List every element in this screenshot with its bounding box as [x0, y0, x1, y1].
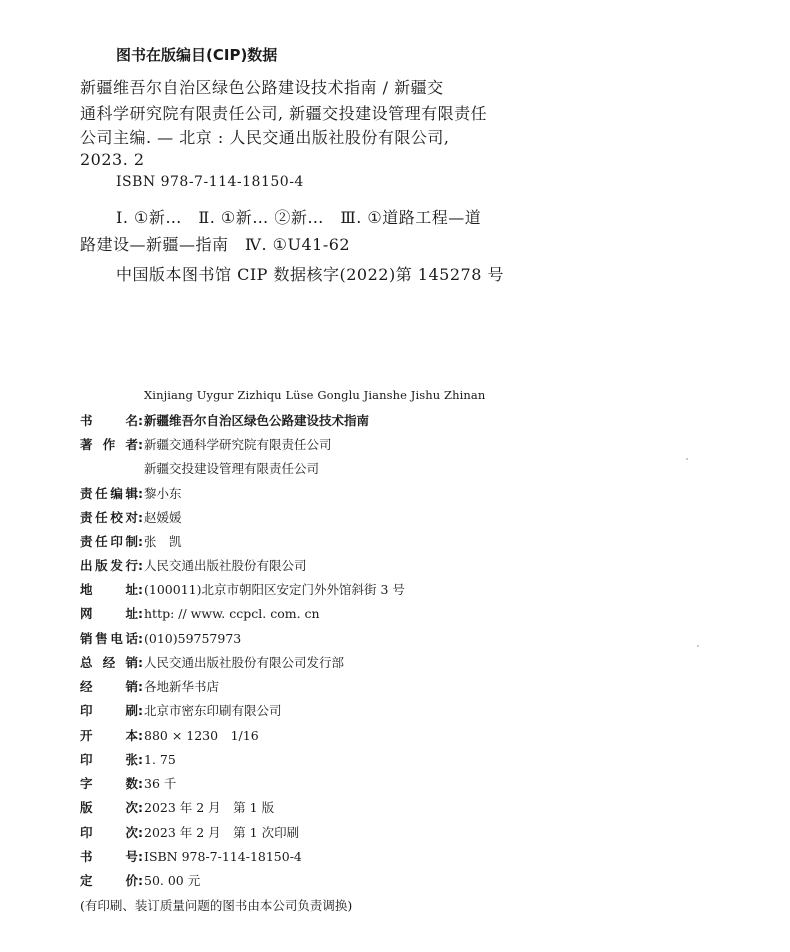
value-author-1: 新疆交通科学研究院有限责任公司 [144, 437, 332, 452]
label-proofreader: 责任校对 [80, 510, 138, 525]
label-isbn: 书 号 [80, 849, 138, 864]
row-authors: 著 作 者 : 新疆交通科学研究院有限责任公司 [80, 437, 332, 452]
value-word-count: 36 千 [144, 776, 177, 791]
value-price: 50. 00 元 [144, 873, 201, 888]
row-format: 开 本 : 880 × 1230 1/16 [80, 728, 259, 743]
value-impression: 2023 年 2 月 第 1 次印刷 [144, 825, 300, 840]
scan-speck [697, 645, 699, 647]
label-word-count: 字 数 [80, 776, 138, 791]
value-sheets: 1. 75 [144, 752, 176, 767]
cip-classification-1: Ⅰ. ①新… Ⅱ. ①新… ②新… Ⅲ. ①道路工程—道 [116, 208, 482, 227]
value-printing-supervisor: 张 凯 [144, 534, 182, 549]
cip-title: 图书在版编目(CIP)数据 [116, 46, 278, 64]
label-publisher: 出版发行 [80, 558, 138, 573]
label-book-name: 书 名 [80, 413, 138, 428]
row-sheets: 印 张 : 1. 75 [80, 752, 176, 767]
label-authors: 著 作 者 [80, 437, 138, 452]
value-address: (100011)北京市朝阳区安定门外外馆斜街 3 号 [144, 582, 405, 597]
label-address: 地 址 [80, 582, 138, 597]
value-isbn: ISBN 978-7-114-18150-4 [144, 849, 302, 864]
label-impression: 印 次 [80, 825, 138, 840]
row-price: 定 价 : 50. 00 元 [80, 873, 201, 888]
value-edition: 2023 年 2 月 第 1 版 [144, 800, 275, 815]
row-website: 网 址 : http: // www. ccpcl. com. cn [80, 606, 320, 621]
value-publisher: 人民交通出版社股份有限公司 [144, 558, 307, 573]
quality-notice: (有印刷、装订质量问题的图书由本公司负责调换) [80, 898, 353, 913]
row-proofreader: 责任校对 : 赵媛媛 [80, 510, 182, 525]
row-book-name: 书 名 : 新疆维吾尔自治区绿色公路建设技术指南 [80, 413, 370, 428]
value-book-name: 新疆维吾尔自治区绿色公路建设技术指南 [144, 413, 370, 428]
label-website: 网 址 [80, 606, 138, 621]
label-format: 开 本 [80, 728, 138, 743]
cip-isbn: ISBN 978-7-114-18150-4 [116, 174, 304, 190]
row-isbn: 书 号 : ISBN 978-7-114-18150-4 [80, 849, 302, 864]
value-author-2: 新疆交投建设管理有限责任公司 [144, 461, 320, 476]
cip-line-3: 公司主编. — 北京 : 人民交通出版社股份有限公司, [80, 128, 450, 147]
cip-line-1: 新疆维吾尔自治区绿色公路建设技术指南 / 新疆交 [80, 78, 444, 97]
row-general-distributor: 总 经 销 : 人民交通出版社股份有限公司发行部 [80, 655, 345, 670]
label-general-distributor: 总 经 销 [80, 655, 138, 670]
row-sales-phone: 销售电话 : (010)59757973 [80, 631, 242, 646]
value-editor: 黎小东 [144, 486, 182, 501]
label-editor: 责任编辑 [80, 486, 138, 501]
label-printing-supervisor: 责任印制 [80, 534, 138, 549]
label-printer: 印 刷 [80, 703, 138, 718]
value-proofreader: 赵媛媛 [144, 510, 182, 525]
row-address: 地 址 : (100011)北京市朝阳区安定门外外馆斜街 3 号 [80, 582, 405, 597]
row-printing-supervisor: 责任印制 : 张 凯 [80, 534, 182, 549]
label-sales-phone: 销售电话 [80, 631, 138, 646]
cip-classification-2: 路建设—新疆—指南 Ⅳ. ①U41-62 [80, 235, 351, 254]
cip-line-4: 2023. 2 [80, 150, 145, 169]
value-sales-phone: (010)59757973 [144, 631, 242, 646]
label-price: 定 价 [80, 873, 138, 888]
label-edition: 版 次 [80, 800, 138, 815]
row-printer: 印 刷 : 北京市密东印刷有限公司 [80, 703, 282, 718]
label-sheets: 印 张 [80, 752, 138, 767]
row-publisher: 出版发行 : 人民交通出版社股份有限公司 [80, 558, 307, 573]
value-format: 880 × 1230 1/16 [144, 728, 259, 743]
cip-record-number: 中国版本图书馆 CIP 数据核字(2022)第 145278 号 [116, 265, 504, 284]
row-word-count: 字 数 : 36 千 [80, 776, 177, 791]
value-distributor: 各地新华书店 [144, 679, 220, 694]
pinyin-title: Xinjiang Uygur Zizhiqu Lüse Gonglu Jianshe Jishu Zhinan [144, 388, 486, 402]
label-distributor: 经 销 [80, 679, 138, 694]
value-website: http: // www. ccpcl. com. cn [144, 606, 320, 621]
cip-line-2: 通科学研究院有限责任公司, 新疆交投建设管理有限责任 [80, 104, 488, 123]
scan-speck [686, 458, 688, 460]
value-printer: 北京市密东印刷有限公司 [144, 703, 282, 718]
row-edition: 版 次 : 2023 年 2 月 第 1 版 [80, 800, 275, 815]
row-impression: 印 次 : 2023 年 2 月 第 1 次印刷 [80, 825, 300, 840]
row-editor: 责任编辑 : 黎小东 [80, 486, 182, 501]
value-general-distributor: 人民交通出版社股份有限公司发行部 [144, 655, 345, 670]
row-distributor: 经 销 : 各地新华书店 [80, 679, 220, 694]
